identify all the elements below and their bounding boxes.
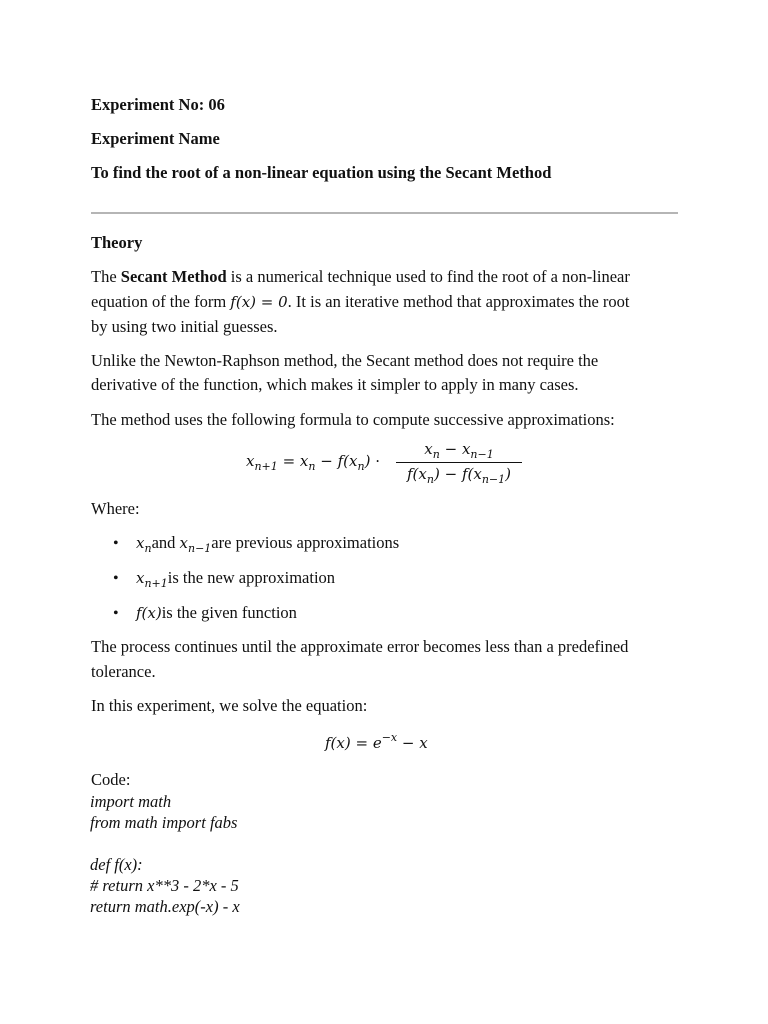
fraction-bar [396, 462, 522, 463]
code-line: return math.exp(-x) - x [90, 897, 240, 916]
text-run: . It is an iterative method that approximates the root [287, 292, 630, 311]
bullet-item-3 [136, 603, 297, 623]
experiment-title: To find the root of a non-linear equation using the Secant Method [91, 163, 552, 182]
text-run: and [151, 533, 180, 552]
bullet-item-2 [136, 568, 335, 594]
math-x-n: $x_n$ [136, 534, 152, 555]
secant-method-term: Secant Method [120, 267, 227, 286]
code-line: import math [90, 792, 172, 811]
experiment-number: Experiment No: 06 [91, 95, 225, 114]
inline-equation: f(x) = 0 [230, 293, 288, 311]
formula-numerator: $x_n - x_{n-1}$ [424, 440, 494, 461]
theory-paragraph-2-line-2: derivative of the function, which makes it simpler to apply in many cases. [91, 375, 579, 394]
math-x-n-minus-1: $x_{n-1}$ [179, 534, 212, 555]
theory-paragraph-1-line-2 [91, 292, 630, 312]
code-line: from math import fabs [90, 813, 238, 832]
bullet-marker: • [113, 605, 119, 622]
code-line: # return x**3 - 2*x - 5 [90, 876, 239, 895]
theory-paragraph-1-line-3: by using two initial guesses. [91, 317, 278, 336]
target-equation: $f(x) = e^{-x} - x$ [325, 731, 428, 752]
code-line: def f(x): [90, 855, 143, 874]
formula-lhs: $x_{n+1} = x_n - f(x_n)$ · [246, 452, 380, 473]
bullet-item-1 [136, 533, 399, 559]
bullet-marker: • [113, 570, 119, 587]
text-run: is the new approximation [167, 568, 336, 587]
experiment-name-label: Experiment Name [91, 129, 220, 148]
formula-denominator: $f(x_n) - f(x_{n-1})$ [407, 465, 511, 486]
theory-paragraph-5: In this experiment, we solve the equation: [91, 696, 368, 715]
theory-paragraph-3: The method uses the following formula to compute successive approximations: [91, 410, 615, 429]
code-label: Code: [91, 770, 131, 789]
text-run: is a numerical technique used to find the root of a non-linear [226, 267, 630, 286]
text-run: are previous approximations [211, 533, 400, 552]
bullet-marker: • [113, 535, 119, 552]
theory-paragraph-4-line-2: tolerance. [91, 662, 156, 681]
text-run: is the given function [161, 603, 297, 622]
theory-heading: Theory [91, 233, 143, 252]
text-run: The [91, 267, 121, 286]
section-divider [91, 212, 678, 214]
where-label: Where: [91, 499, 140, 518]
text-run: equation of the form [91, 292, 231, 311]
theory-paragraph-1-line-1 [91, 267, 630, 287]
math-f-of-x: f(x) [136, 604, 162, 622]
math-x-n-plus-1: $x_{n+1}$ [136, 569, 168, 590]
theory-paragraph-4-line-1: The process continues until the approximate error becomes less than a predefined [91, 637, 629, 656]
theory-paragraph-2-line-1: Unlike the Newton-Raphson method, the Secant method does not require the [91, 351, 599, 370]
